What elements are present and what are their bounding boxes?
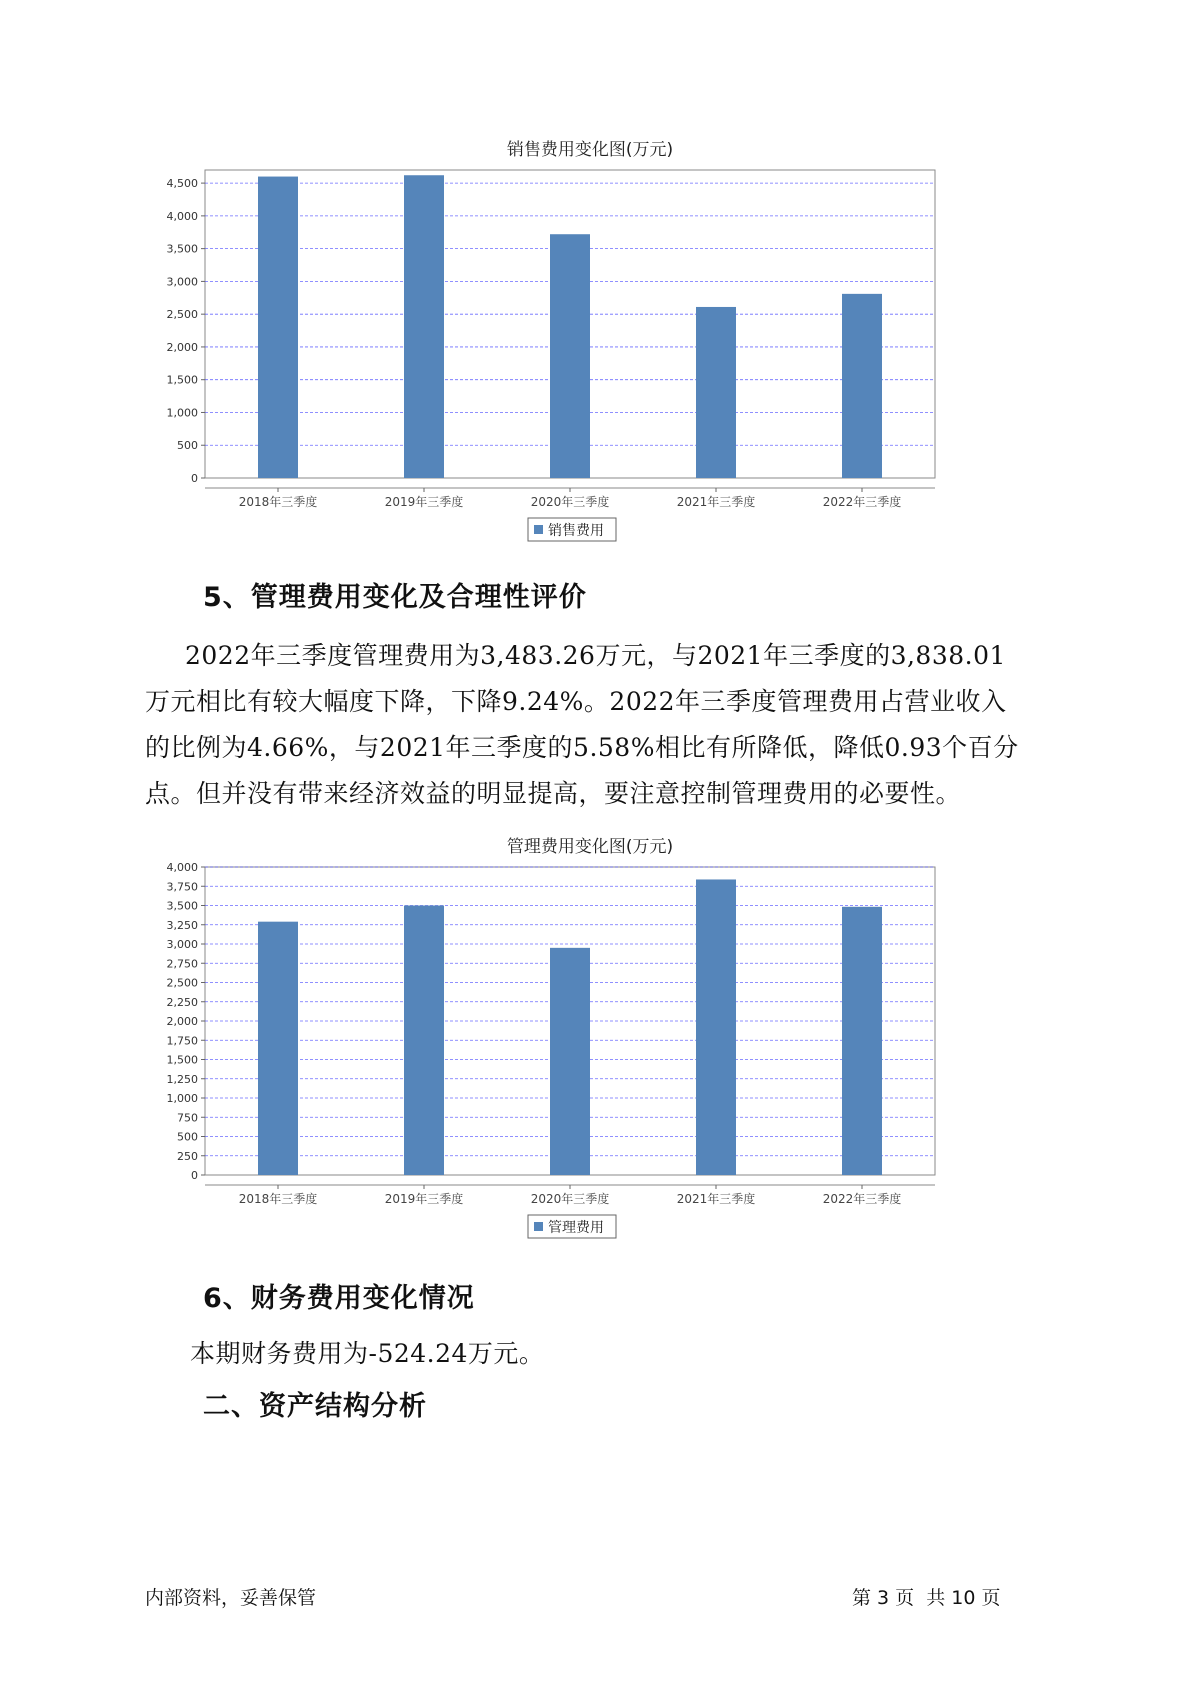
y-tick-label: 2,500 [166,976,198,990]
y-tick-label: 500 [177,439,198,453]
y-tick-label: 3,250 [166,918,198,932]
bar [258,922,298,1175]
management-expense-chart [150,827,1030,1247]
x-tick-label: 2019年三季度 [384,1192,464,1206]
x-tick-label: 2021年三季度 [676,495,756,509]
y-tick-label: 4,500 [166,177,198,191]
y-tick-label: 1,000 [166,406,198,420]
y-tick-label: 2,500 [166,308,198,322]
chart-svg [150,837,1030,1247]
y-tick-label: 1,500 [166,373,198,387]
legend-label: 管理费用 [548,1220,604,1236]
y-tick-label: 4,000 [166,861,198,874]
management-expense-paragraph [145,633,1055,817]
bar [550,948,590,1175]
x-tick-label: 2018年三季度 [238,495,318,509]
y-tick-label: 4,000 [166,209,198,223]
y-tick-label: 2,250 [166,995,198,1009]
footer-page-number: 第 3 页 共 10 页 [852,1587,1001,1609]
x-tick-label: 2018年三季度 [238,1192,318,1206]
legend-swatch [534,525,543,534]
chart-title: 管理费用变化图(万元) [506,837,674,857]
section-heading-asset-structure: 二、资产结构分析 [203,1391,427,1422]
y-tick-label: 3,000 [166,275,198,289]
x-tick-label: 2022年三季度 [822,495,902,509]
x-tick-label: 2020年三季度 [530,495,610,509]
paragraph-line: 点。但并没有带来经济效益的明显提高，要注意控制管理费用的必要性。 [145,779,962,808]
y-tick-label: 0 [191,1169,198,1182]
y-tick-label: 2,750 [166,957,198,971]
y-tick-label: 250 [177,1149,198,1163]
paragraph-line: 的比例为4.66%，与2021年三季度的5.58%相比有所降低，降低0.93个百分 [145,733,1019,762]
sales-expense-chart [150,130,1030,550]
y-tick-label: 0 [191,472,198,485]
y-tick-label: 500 [177,1130,198,1144]
paragraph-line: 本期财务费用为-524.24万元。 [190,1339,545,1368]
x-tick-label: 2021年三季度 [676,1192,756,1206]
y-tick-label: 3,000 [166,938,198,951]
y-tick-label: 3,500 [166,899,198,913]
y-tick-label: 3,750 [166,880,198,894]
bar [842,907,882,1175]
bar [842,294,882,478]
x-tick-label: 2020年三季度 [530,1192,610,1206]
footer-left: 内部资料，妥善保管 [145,1587,317,1609]
finance-expense-text [190,1331,1100,1377]
paragraph-line: 万元相比有较大幅度下降，下降9.24%。2022年三季度管理费用占营业收入 [145,687,1007,716]
y-tick-label: 2,000 [166,340,198,354]
y-tick-label: 2,000 [166,1015,198,1028]
bar [404,906,444,1176]
legend-label: 销售费用 [548,523,604,539]
bar [696,307,736,478]
bar [258,177,298,478]
bar [404,175,444,478]
x-tick-label: 2022年三季度 [822,1192,902,1206]
paragraph-line: 2022年三季度管理费用为3,483.26万元，与2021年三季度的3,838.01 [185,641,1006,670]
y-tick-label: 750 [177,1111,198,1125]
y-tick-label: 1,000 [166,1092,198,1105]
chart-svg [150,140,1030,550]
legend-swatch [534,1222,543,1231]
y-tick-label: 1,250 [166,1072,198,1086]
y-tick-label: 3,500 [166,242,198,256]
y-tick-label: 1,500 [166,1053,198,1067]
section-heading-finance-expense: 6、财务费用变化情况 [203,1283,475,1314]
y-tick-label: 1,750 [166,1034,198,1048]
x-tick-label: 2019年三季度 [384,495,464,509]
section-heading-management-expense: 5、管理费用变化及合理性评价 [203,582,587,613]
bar [550,234,590,478]
chart-title: 销售费用变化图(万元) [506,140,674,160]
bar [696,879,736,1175]
